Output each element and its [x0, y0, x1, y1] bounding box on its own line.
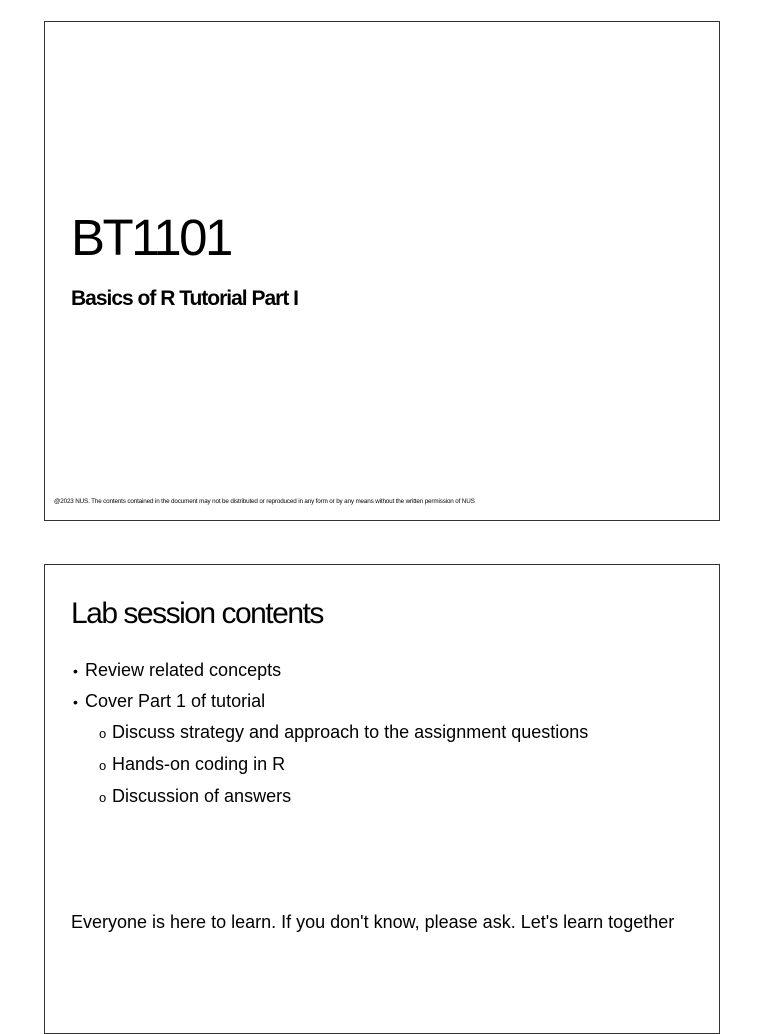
sub-bullet-marker: o — [99, 790, 107, 805]
title-slide — [44, 21, 720, 521]
bullet-marker: • — [73, 694, 78, 710]
bullet-marker: • — [73, 663, 78, 679]
sub-list-item — [73, 749, 588, 781]
slide-title: BT1101 — [71, 209, 231, 266]
sub-bullet-marker: o — [99, 758, 107, 773]
sub-list-item-label: Discuss strategy and approach to the assignment questions — [112, 722, 589, 742]
list-item — [73, 655, 588, 686]
bullet-list — [73, 655, 588, 813]
sub-list-item — [73, 781, 588, 813]
content-slide — [44, 564, 720, 1034]
closing-note: Everyone is here to learn. If you don't know, please ask. Let's learn together — [71, 912, 675, 932]
list-item-label: Cover Part 1 of tutorial — [85, 691, 266, 711]
sub-bullet-marker: o — [99, 726, 107, 741]
copyright-notice: @2023 NUS. The contents contained in the document may not be distributed or reproduced in any form or by any means without the written permission of NUS — [54, 498, 475, 505]
slide-subtitle: Basics of R Tutorial Part I — [71, 287, 298, 310]
list-item — [73, 686, 588, 717]
sub-list-item-label: Hands-on coding in R — [112, 754, 286, 774]
list-item-label: Review related concepts — [85, 660, 282, 680]
slide-heading: Lab session contents — [71, 597, 323, 630]
sub-list-item-label: Discussion of answers — [112, 786, 292, 806]
sub-list-item — [73, 717, 588, 749]
